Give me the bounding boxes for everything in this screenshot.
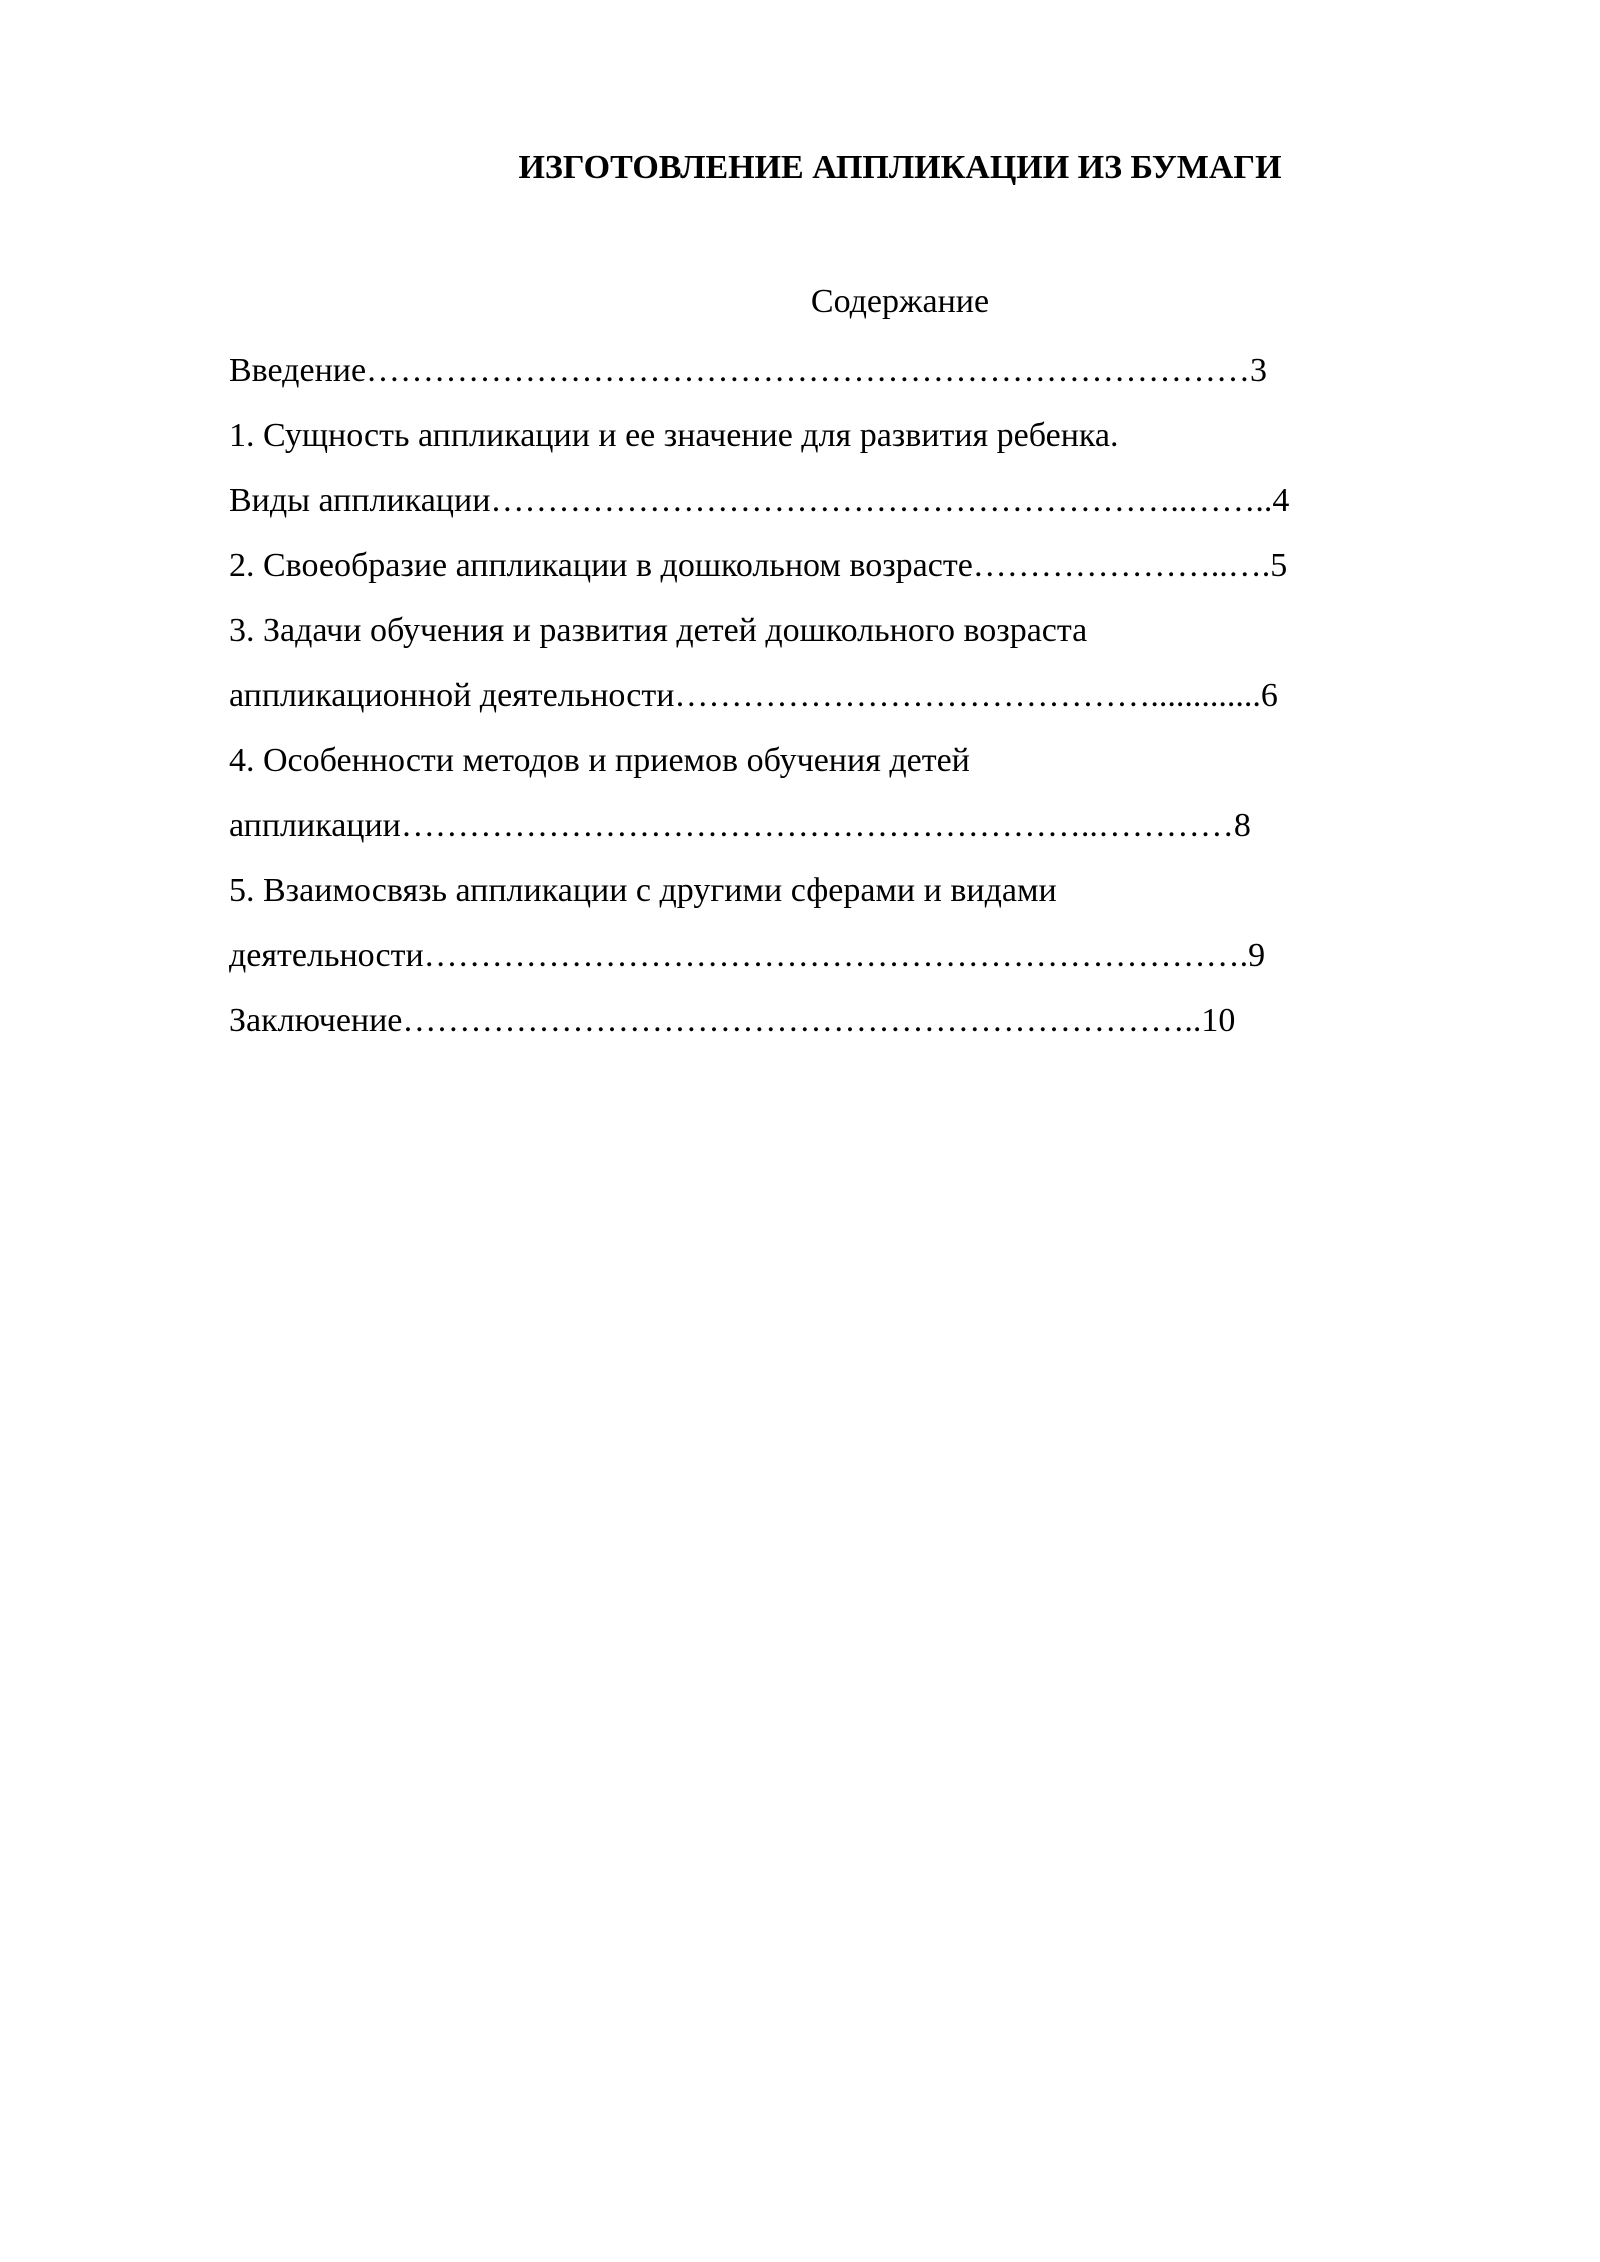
toc-line-section-1-continued: Виды аппликации……………………………………………………..……..4: [229, 482, 1290, 519]
toc-heading: Содержание: [810, 283, 990, 320]
toc-line-section-5: 5. Взаимосвязь аппликации с другими сферами и видами: [229, 872, 1057, 909]
toc-line-introduction: Введение……………………………………………………………………3: [229, 352, 1268, 389]
toc-line-section-5-continued: деятельности……………………………………………………………….9: [229, 937, 1266, 974]
toc-line-section-1: 1. Сущность аппликации и ее значение для развития ребенка.: [229, 417, 1119, 454]
toc-line-section-3: 3. Задачи обучения и развития детей дошкольного возраста: [229, 612, 1088, 649]
toc-line-conclusion: Заключение……………………………………………………………..10: [229, 1002, 1236, 1039]
toc-line-section-4: 4. Особенности методов и приемов обучения детей: [229, 742, 970, 779]
document-title: ИЗГОТОВЛЕНИЕ АППЛИКАЦИИ ИЗ БУМАГИ: [518, 149, 1282, 186]
table-of-contents: [229, 342, 1429, 1057]
toc-line-section-2: 2. Своеобразие аппликации в дошкольном возрасте…………………..….5: [229, 547, 1288, 584]
toc-line-section-3-continued: аппликационной деятельности…………………………………….............6: [229, 677, 1278, 714]
toc-line-section-4-continued: аппликации……………………………………………………..…………8: [229, 807, 1251, 844]
